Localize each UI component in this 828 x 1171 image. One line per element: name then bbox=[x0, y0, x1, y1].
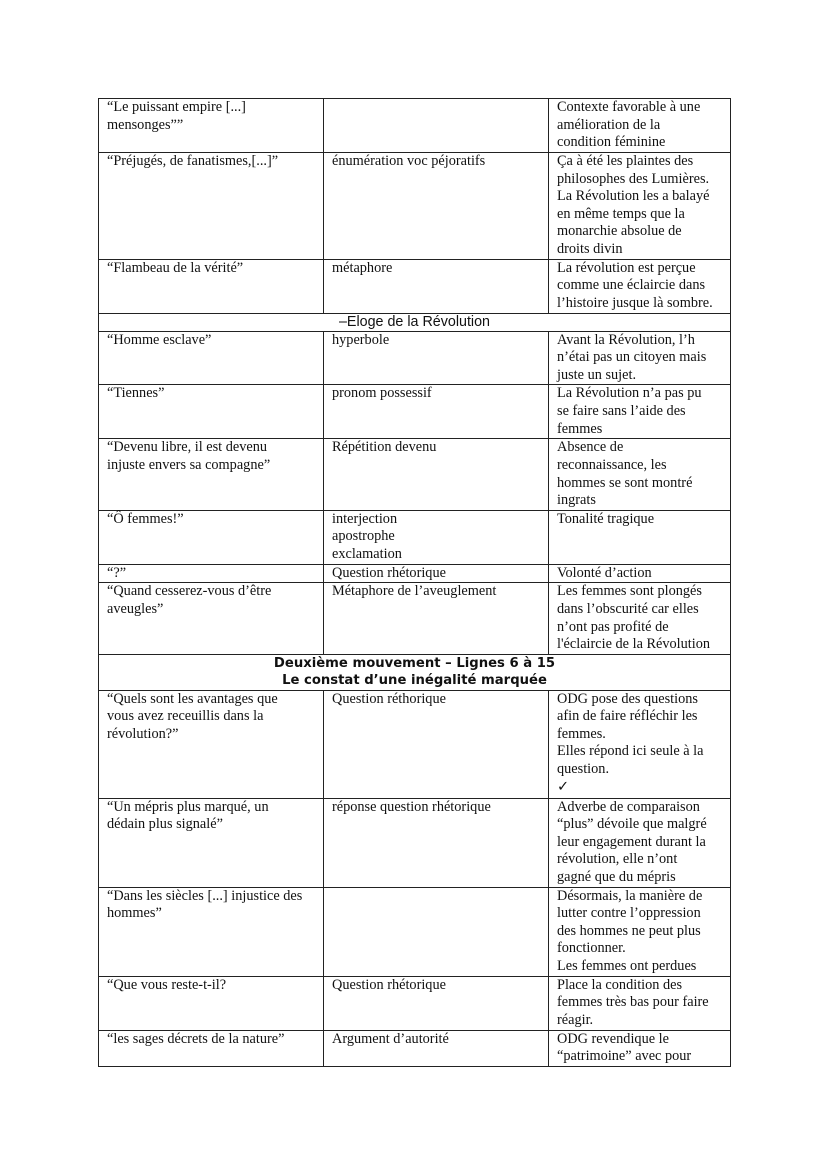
quote-cell: “Dans les siècles [...] injustice des hommes” bbox=[99, 887, 324, 976]
table-row bbox=[99, 510, 731, 564]
device-cell: Métaphore de l’aveuglement bbox=[324, 583, 549, 654]
table-row bbox=[99, 887, 731, 976]
checkmark-icon: ✓ bbox=[557, 778, 569, 795]
comment-cell: Avant la Révolution, l’h n’étai pas un citoyen mais juste un sujet. bbox=[549, 331, 731, 385]
table-row bbox=[99, 1030, 731, 1066]
comment-cell: Désormais, la manière de lutter contre l’oppression des hommes ne peut plus fonctionner. Les femmes ont perdues bbox=[549, 887, 731, 976]
quote-cell: “Un mépris plus marqué, un dédain plus signalé” bbox=[99, 798, 324, 887]
quote-cell: “Homme esclave” bbox=[99, 331, 324, 385]
table-row bbox=[99, 385, 731, 439]
quote-cell: “Préjugés, de fanatismes,[...]” bbox=[99, 153, 324, 260]
table-row bbox=[99, 976, 731, 1030]
quote-cell: “Que vous reste-t-il? bbox=[99, 976, 324, 1030]
table-row bbox=[99, 690, 731, 798]
table-row bbox=[99, 798, 731, 887]
comment-cell bbox=[549, 690, 731, 798]
quote-cell: “Ô femmes!” bbox=[99, 510, 324, 564]
comment-cell: La Révolution n’a pas pu se faire sans l’aide des femmes bbox=[549, 385, 731, 439]
comment-cell: Place la condition des femmes très bas pour faire réagir. bbox=[549, 976, 731, 1030]
device-cell: Question rhétorique bbox=[324, 564, 549, 583]
quote-cell: “Quand cesserez-vous d’être aveugles” bbox=[99, 583, 324, 654]
table-row bbox=[99, 439, 731, 510]
quote-cell: “Flambeau de la vérité” bbox=[99, 259, 324, 313]
comment-cell: Adverbe de comparaison “plus” dévoile que malgré leur engagement durant la révolution, elle n’ont gagné que du mépris bbox=[549, 798, 731, 887]
device-cell bbox=[324, 887, 549, 976]
device-cell: énumération voc péjoratifs bbox=[324, 153, 549, 260]
device-cell: pronom possessif bbox=[324, 385, 549, 439]
quote-cell: “Devenu libre, il est devenu injuste envers sa compagne” bbox=[99, 439, 324, 510]
table-row bbox=[99, 564, 731, 583]
comment-cell: Ça à été les plaintes des philosophes des Lumières. La Révolution les a balayé en même temps que la monarchie absolue de droits divin bbox=[549, 153, 731, 260]
comment-cell: Les femmes sont plongés dans l’obscurité car elles n’ont pas profité de l'éclaircie de la Révolution bbox=[549, 583, 731, 654]
device-cell: interjection apostrophe exclamation bbox=[324, 510, 549, 564]
device-cell: Question rhétorique bbox=[324, 976, 549, 1030]
quote-cell: “Tiennes” bbox=[99, 385, 324, 439]
comment-cell: Contexte favorable à une amélioration de la condition féminine bbox=[549, 99, 731, 153]
comment-cell: ODG revendique le “patrimoine” avec pour bbox=[549, 1030, 731, 1066]
table-row bbox=[99, 259, 731, 313]
table-row bbox=[99, 583, 731, 654]
comment-cell: Tonalité tragique bbox=[549, 510, 731, 564]
quote-cell: “les sages décrets de la nature” bbox=[99, 1030, 324, 1066]
device-cell: réponse question rhétorique bbox=[324, 798, 549, 887]
table-row bbox=[99, 99, 731, 153]
table-row bbox=[99, 153, 731, 260]
table-row bbox=[99, 331, 731, 385]
device-cell bbox=[324, 99, 549, 153]
section-title: –Eloge de la Révolution bbox=[99, 313, 731, 331]
comment-cell: Absence de reconnaissance, les hommes se sont montré ingrats bbox=[549, 439, 731, 510]
comment-cell: Volonté d’action bbox=[549, 564, 731, 583]
quote-cell: “?” bbox=[99, 564, 324, 583]
quote-cell: “Le puissant empire [...] mensonges”” bbox=[99, 99, 324, 153]
comment-cell: La révolution est perçue comme une éclaircie dans l’histoire jusque là sombre. bbox=[549, 259, 731, 313]
quote-cell: “Quels sont les avantages que vous avez receuillis dans la révolution?” bbox=[99, 690, 324, 798]
device-cell: Argument d’autorité bbox=[324, 1030, 549, 1066]
heading-row bbox=[99, 654, 731, 690]
section-row bbox=[99, 313, 731, 331]
device-cell: Question réthorique bbox=[324, 690, 549, 798]
device-cell: Répétition devenu bbox=[324, 439, 549, 510]
movement-heading: Deuxième mouvement – Lignes 6 à 15 Le constat d’une inégalité marquée bbox=[99, 654, 731, 690]
comment-text: ODG pose des questions afin de faire réfléchir les femmes. Elles répond ici seule à la question. bbox=[557, 690, 704, 778]
analysis-table bbox=[98, 98, 731, 1067]
device-cell: métaphore bbox=[324, 259, 549, 313]
device-cell: hyperbole bbox=[324, 331, 549, 385]
